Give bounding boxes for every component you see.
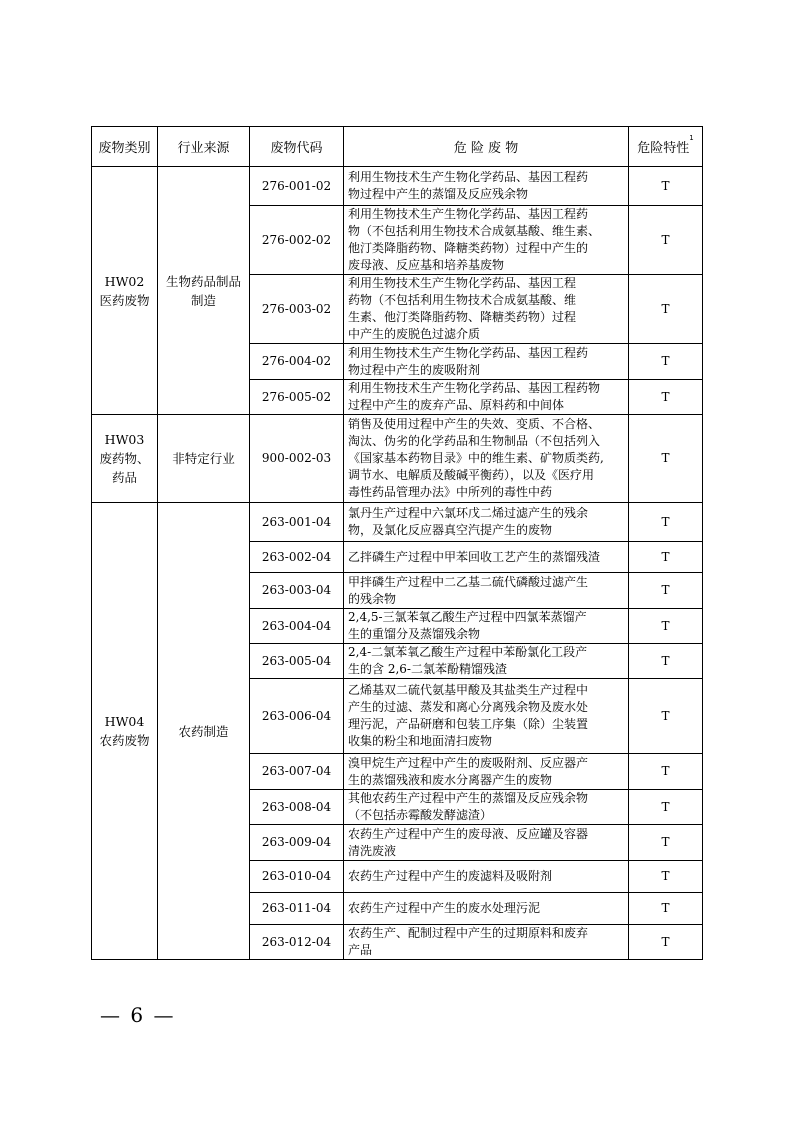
industry-source-cell [158, 503, 250, 960]
hazard-characteristic-cell: T [629, 542, 703, 573]
waste-description-line: （不包括赤霉酸发酵滤渣） [348, 808, 493, 822]
waste-code-cell: 276-005-02 [250, 380, 344, 415]
hazard-characteristic-cell: T [629, 893, 703, 925]
waste-description-cell [344, 609, 629, 644]
table-row [92, 503, 703, 542]
waste-description-line: 2,4,5-三氯苯氧乙酸生产过程中四氯苯蒸馏产 [348, 610, 587, 624]
waste-description-line: 农药生产过程中产生的废母液、反应罐及容器 [348, 826, 589, 841]
waste-description-cell [344, 925, 629, 960]
header-code: 废物代码 [250, 127, 344, 167]
waste-description-cell [344, 754, 629, 790]
waste-category-cell [92, 503, 158, 960]
waste-description-cell [344, 380, 629, 415]
waste-code-cell: 263-010-04 [250, 861, 344, 893]
waste-description-line: 利用生物技术生产生物化学药品、基因工程药 [348, 207, 589, 221]
table-row [92, 415, 703, 503]
waste-description-line: 淘汰、伪劣的化学药品和生物制品（不包括列入 [348, 434, 601, 448]
waste-code-cell: 263-008-04 [250, 790, 344, 825]
hazard-characteristic-cell: T [629, 573, 703, 609]
waste-description-cell [344, 893, 629, 925]
hazardous-waste-table [91, 126, 703, 960]
waste-description-cell [344, 206, 629, 275]
waste-description-line: 利用生物技术生产生物化学药品、基因工程药物 [348, 381, 601, 395]
table-body [92, 167, 703, 960]
waste-category-line: 农药废物 [99, 733, 150, 748]
waste-description-line: 物过程中产生的废吸附剂 [348, 362, 481, 377]
hazard-characteristic-cell: T [629, 167, 703, 206]
waste-description-line: 清洗废液 [348, 843, 397, 858]
waste-description-cell [344, 415, 629, 503]
waste-description-line: 利用生物技术生产生物化学药品、基因工程 [348, 276, 577, 290]
page-number: — 6 — [100, 1003, 176, 1027]
waste-description-line: 他汀类降脂药物、降糖类药物）过程中产生的 [348, 241, 589, 255]
waste-description-line: 物过程中产生的蒸馏及反应残余物 [348, 187, 529, 201]
table-row [92, 167, 703, 206]
waste-description-line: 收集的粉尘和地面清扫废物 [348, 734, 493, 748]
waste-description-line: 生的蒸馏残液和废水分离器产生的废物 [348, 772, 553, 787]
waste-code-cell: 263-011-04 [250, 893, 344, 925]
waste-description-line: 的残余物 [348, 591, 397, 606]
hazard-characteristic-cell: T [629, 503, 703, 542]
hazard-characteristic-cell: T [629, 415, 703, 503]
waste-description-cell [344, 167, 629, 206]
hazard-characteristic-cell: T [629, 679, 703, 754]
hazard-characteristic-cell: T [629, 754, 703, 790]
waste-description-cell [344, 344, 629, 380]
waste-category-line: HW03 [104, 432, 145, 447]
waste-code-cell: 263-009-04 [250, 825, 344, 861]
industry-source-cell [158, 415, 250, 503]
waste-description-line: 利用生物技术生产生物化学药品、基因工程药 [348, 170, 589, 184]
waste-description-line: 甲拌磷生产过程中二乙基二硫代磷酸过滤产生 [348, 574, 589, 589]
waste-description-line: 《国家基本药物目录》中的维生素、矿物质类药, [348, 451, 604, 465]
waste-description-line: 生素、他汀类降脂药物、降糖类药物）过程 [348, 310, 577, 324]
header-category: 废物类别 [92, 127, 158, 167]
waste-description-line: 废母液、反应基和培养基废物 [348, 258, 505, 272]
hazard-characteristic-cell: T [629, 609, 703, 644]
waste-description-line: 物，及氯化反应器真空汽提产生的废物 [348, 523, 553, 537]
waste-description-cell [344, 542, 629, 573]
hazard-characteristic-cell: T [629, 925, 703, 960]
waste-description-line: 药物（不包括利用生物技术合成氨基酸、维 [348, 293, 577, 307]
waste-description-line: 2,4-二氯苯氧乙酸生产过程中苯酚氯化工段产 [348, 645, 588, 659]
waste-code-cell: 263-005-04 [250, 644, 344, 679]
waste-description-line: 溴甲烷生产过程中产生的废吸附剂、反应器产 [348, 755, 589, 770]
waste-description-line: 利用生物技术生产生物化学药品、基因工程药 [348, 345, 589, 360]
header-row [92, 127, 703, 167]
waste-code-cell: 263-002-04 [250, 542, 344, 573]
waste-description-cell [344, 573, 629, 609]
waste-description-line: 中产生的废脱色过滤介质 [348, 327, 481, 341]
hazard-characteristic-cell: T [629, 275, 703, 344]
waste-description-line: 物（不包括利用生物技术合成氨基酸、维生素、 [348, 224, 601, 238]
waste-code-cell: 263-006-04 [250, 679, 344, 754]
hazard-characteristic-cell: T [629, 344, 703, 380]
hazard-characteristic-cell: T [629, 380, 703, 415]
waste-description-line: 乙烯基双二硫代氨基甲酸及其盐类生产过程中 [348, 683, 589, 697]
waste-code-cell: 263-004-04 [250, 609, 344, 644]
waste-description-line: 农药生产、配制过程中产生的过期原料和废弃 [348, 926, 589, 940]
waste-description-line: 产品 [348, 943, 373, 957]
waste-code-cell: 900-002-03 [250, 415, 344, 503]
hazard-characteristic-cell: T [629, 206, 703, 275]
waste-category-line: 废药物、 [99, 451, 150, 466]
waste-description-cell [344, 861, 629, 893]
header-hazard-footnote: 1 [689, 134, 694, 142]
waste-description-cell [344, 825, 629, 861]
waste-code-cell: 263-001-04 [250, 503, 344, 542]
waste-code-cell: 263-012-04 [250, 925, 344, 960]
waste-description-line: 乙拌磷生产过程中甲苯回收工艺产生的蒸馏残渣 [348, 549, 601, 564]
header-hazard [629, 127, 703, 167]
waste-category-line: 药品 [111, 470, 137, 485]
industry-source-line: 非特定行业 [172, 451, 235, 466]
waste-description-line: 其他农药生产过程中产生的蒸馏及反应残余物 [348, 791, 589, 805]
waste-category-line: 医药废物 [99, 292, 150, 308]
waste-description-cell [344, 644, 629, 679]
waste-description-cell [344, 503, 629, 542]
hazard-characteristic-cell: T [629, 825, 703, 861]
industry-source-line: 生物药品制品 [165, 273, 241, 289]
waste-code-cell: 276-002-02 [250, 206, 344, 275]
waste-description-line: 销售及使用过程中产生的失效、变质、不合格、 [348, 417, 601, 431]
waste-description-cell [344, 790, 629, 825]
waste-code-cell: 276-004-02 [250, 344, 344, 380]
waste-category-cell [92, 167, 158, 415]
waste-category-line: HW02 [104, 273, 145, 289]
waste-description-line: 农药生产过程中产生的废滤料及吸附剂 [348, 869, 553, 883]
header-hazard-label: 危险特性 [637, 141, 690, 156]
waste-category-line: HW04 [104, 714, 145, 729]
waste-description-cell [344, 679, 629, 754]
waste-code-cell: 263-003-04 [250, 573, 344, 609]
waste-description-line: 理污泥，产品研磨和包装工序集（除）尘装置 [348, 717, 589, 731]
waste-description-line: 生的重馏分及蒸馏残余物 [348, 627, 481, 641]
waste-description-line: 过程中产生的废弃产品、原料药和中间体 [348, 398, 565, 412]
hazard-characteristic-cell: T [629, 644, 703, 679]
waste-description-cell [344, 275, 629, 344]
header-source: 行业来源 [158, 127, 250, 167]
waste-description-line: 农药生产过程中产生的废水处理污泥 [348, 901, 541, 915]
waste-description-line: 氯丹生产过程中六氯环戊二烯过滤产生的残余 [348, 506, 589, 520]
hazard-characteristic-cell: T [629, 861, 703, 893]
waste-code-cell: 276-003-02 [250, 275, 344, 344]
industry-source-cell [158, 167, 250, 415]
waste-description-line: 调节水、电解质及酸碱平衡药），以及《医疗用 [348, 468, 595, 482]
header-waste: 危 险 废 物 [344, 127, 629, 167]
waste-description-line: 产生的过滤、蒸发和离心分离残余物及废水处 [348, 700, 589, 714]
waste-description-line: 毒性药品管理办法》中所列的毒性中药 [348, 485, 553, 499]
industry-source-line: 制造 [190, 292, 216, 308]
industry-source-line: 农药制造 [178, 723, 229, 739]
waste-description-line: 生的含 2,6-二氯苯酚精馏残渣 [348, 662, 507, 676]
waste-category-cell [92, 415, 158, 503]
waste-code-cell: 263-007-04 [250, 754, 344, 790]
hazard-characteristic-cell: T [629, 790, 703, 825]
waste-code-cell: 276-001-02 [250, 167, 344, 206]
